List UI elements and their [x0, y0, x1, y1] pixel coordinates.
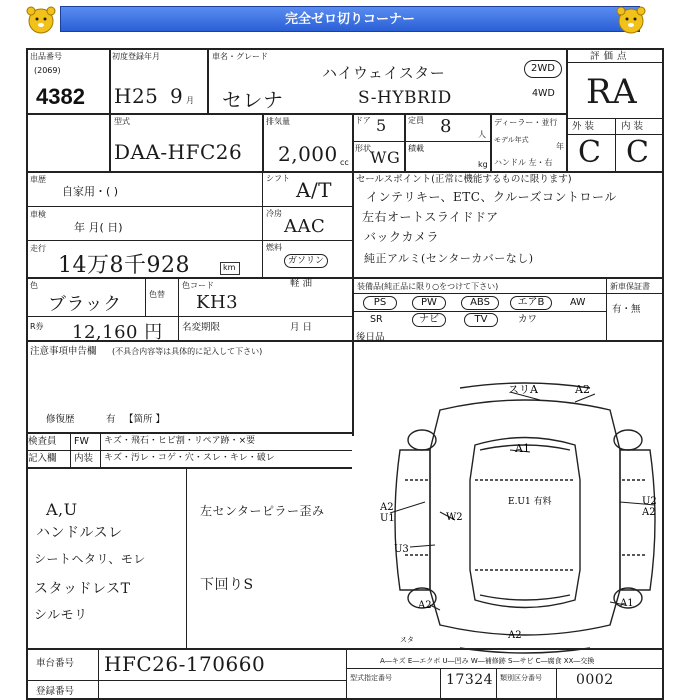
- dealer-label: ディーラー・並行: [494, 118, 558, 127]
- equipment-title: 装備品(純正品に限り○をつけて下さい): [357, 282, 499, 291]
- diagram-label-9: W2: [446, 512, 463, 523]
- remark-left-5: シルモリ: [34, 608, 88, 623]
- reg-label: 登録番号: [36, 686, 75, 697]
- notes-sub: (不具合内容等は具体的に記入して下さい): [112, 347, 263, 356]
- shift-value: A/T: [296, 178, 333, 202]
- reg-month-unit: 月: [186, 96, 194, 105]
- sales-title: セールスポイント(正常に機能するものに限ります): [356, 174, 572, 185]
- inspector-row-1: キズ・飛石・ヒビ割・リペア跡・×要: [104, 436, 256, 446]
- lot-number: 4382: [36, 84, 85, 109]
- name-change-label: 名変期限: [182, 322, 221, 333]
- use-value: 自家用・( ): [62, 185, 119, 198]
- diagram-label-5: A2: [380, 502, 394, 513]
- equip-pw: PW: [412, 296, 446, 310]
- lot-sub: (2069): [34, 66, 61, 75]
- displacement: 2,000: [278, 142, 338, 166]
- warranty-label: 新車保証書: [610, 282, 650, 291]
- recycle-value: 12,160 円: [72, 322, 163, 343]
- inspector-int: 内装: [74, 453, 94, 464]
- drive-2wd: 2WD: [524, 60, 562, 78]
- int-grade: C: [626, 135, 650, 170]
- equip-airbag: エアB: [510, 296, 552, 310]
- diagram-label-12: A1: [620, 598, 634, 609]
- body: WG: [370, 148, 401, 167]
- sales-line-4: 純正アルミ(センターカバーなし): [364, 252, 534, 265]
- equip-leather: カワ: [518, 314, 538, 325]
- door: 5: [376, 116, 387, 135]
- type-label: 型式指定番号: [350, 674, 392, 682]
- model-year-unit: 年: [556, 142, 564, 151]
- equip-tv: TV: [464, 313, 498, 327]
- reg-year: H25: [114, 84, 159, 108]
- grade-top: ハイウェイスター: [322, 64, 446, 82]
- inspector-label-2: 記入欄: [28, 453, 57, 464]
- ext-grade: C: [578, 135, 602, 170]
- car-damage-diagram: [380, 380, 670, 660]
- body-label: 形状: [355, 144, 371, 153]
- drive-4wd: 4WD: [532, 88, 555, 99]
- type-value: 17324: [446, 672, 494, 688]
- inspector-fw: FW: [74, 436, 89, 447]
- equip-ps: PS: [363, 296, 397, 310]
- use-label: 車歴: [30, 175, 46, 184]
- diagram-label-4: E.U1 有料: [508, 497, 552, 507]
- bear-mascot-icon: [24, 3, 58, 37]
- diagram-label-13: スタ: [400, 636, 414, 644]
- class-label: 類別区分番号: [500, 674, 542, 682]
- inspector-row-2: キズ・汚レ・コゲ・穴・スレ・キレ・破レ: [104, 453, 275, 463]
- diagram-label-14: A2: [508, 630, 522, 641]
- banner-title-bar: [60, 6, 640, 32]
- color-no-label: 色替: [149, 290, 165, 299]
- grade: S-HYBRID: [358, 88, 452, 108]
- carname-label: 車名・グレード: [212, 52, 268, 61]
- model-year-label: モデル年式: [494, 136, 529, 144]
- model-label: 型式: [114, 117, 130, 126]
- ext-label: 外 装: [572, 121, 595, 132]
- load-label: 積載: [408, 144, 424, 153]
- shift-label: シフト: [266, 174, 290, 183]
- load-unit: kg: [478, 160, 488, 169]
- remark-right-2: 下回りS: [200, 577, 254, 593]
- capacity-unit: 人: [478, 130, 486, 139]
- equip-abs: ABS: [461, 296, 499, 310]
- sales-line-2: 左右オートスライドドア: [362, 210, 499, 224]
- notes-label: 注意事項申告欄: [30, 346, 97, 357]
- remark-left-4: スタッドレスT: [34, 581, 131, 597]
- displacement-label: 排気量: [266, 117, 290, 126]
- fuel-diesel: 軽 油: [290, 278, 313, 289]
- ac-value: AAC: [284, 216, 326, 237]
- chassis-value: HFC26-170660: [104, 652, 266, 676]
- chassis-label: 車台番号: [36, 658, 75, 669]
- remark-left-1: A,U: [46, 500, 78, 519]
- remark-left-2: ハンドルスレ: [36, 525, 123, 541]
- lot-label: 出品番号: [30, 52, 62, 61]
- model: DAA-HFC26: [114, 140, 243, 164]
- color-value: ブラック: [48, 294, 122, 315]
- car-name: セレナ: [222, 88, 284, 112]
- diagram-label-1: スリA: [508, 383, 538, 396]
- equip-sr: SR: [370, 314, 383, 325]
- diagram-label-11: A2: [418, 600, 432, 611]
- repair-location: 【箇所 】: [124, 414, 166, 425]
- inspection-label: 車検: [30, 210, 46, 219]
- remark-right-1: 左センターピラー歪み: [200, 504, 325, 518]
- remark-left-3: シートヘタリ、モレ: [34, 552, 146, 566]
- class-value: 0002: [576, 672, 614, 688]
- mileage-value: 14万8千928: [58, 253, 190, 278]
- sales-line-3: バックカメラ: [364, 230, 440, 244]
- diagram-label-7: U2: [642, 496, 657, 507]
- rating-label: 評価点: [590, 51, 631, 62]
- fuel-label: 燃料: [266, 243, 282, 252]
- legend: A―キズ E―エクボ U―凹み W―補修跡 S―サビ C―腐食 XX―交換: [380, 657, 595, 665]
- bear-mascot-icon: [614, 3, 648, 37]
- km-unit: km: [223, 263, 236, 272]
- later-label: 後日品: [356, 332, 385, 343]
- inspection-value: 年 月( 日): [74, 221, 123, 234]
- repair-label: 修復歴: [46, 414, 75, 425]
- reg-month: 9: [170, 84, 184, 108]
- recycle-label: R券: [30, 322, 44, 331]
- capacity: 8: [440, 116, 452, 137]
- name-change-value: 月 日: [290, 322, 313, 333]
- banner-title: 完全ゼロ切りコーナー: [284, 12, 415, 27]
- mileage-label: 走行: [30, 244, 46, 253]
- equip-aw: AW: [570, 297, 586, 308]
- equip-navi: ナビ: [412, 313, 446, 327]
- warranty-value: 有・無: [612, 304, 641, 315]
- ac-label: 冷房: [266, 209, 282, 218]
- color-label: 色: [30, 281, 38, 290]
- diagram-label-8: A2: [642, 507, 656, 518]
- cc-unit: cc: [340, 158, 349, 167]
- diagram-label-10: U3: [394, 544, 409, 555]
- diagram-label-6: U1: [380, 513, 395, 524]
- capacity-label: 定員: [408, 116, 424, 125]
- color-code-label: 色コード: [182, 281, 214, 290]
- fuel-gas: ガソリン: [284, 254, 328, 268]
- sales-line-1: インテリキー、ETC、クルーズコントロール: [366, 190, 617, 204]
- door-label: ドア: [355, 116, 371, 125]
- diagram-label-3: A1: [515, 442, 530, 455]
- reg-year-label: 初度登録年月: [112, 52, 160, 61]
- handle-label: ハンドル 左・右: [494, 158, 553, 167]
- repair-value: 有: [106, 414, 116, 425]
- inspector-label-1: 検査員: [28, 436, 57, 447]
- rating: RA: [586, 72, 638, 112]
- color-code: KH3: [196, 292, 239, 313]
- diagram-label-2: A2: [575, 383, 590, 396]
- int-label: 内 装: [621, 121, 644, 132]
